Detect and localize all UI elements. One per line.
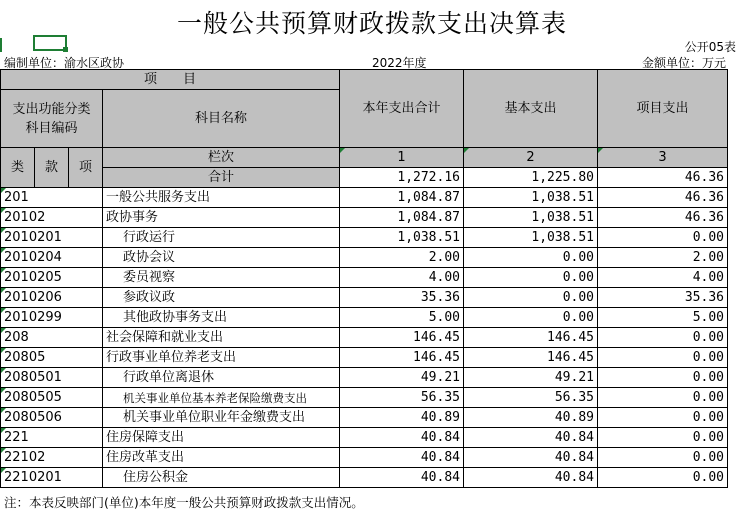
project-value[interactable]: 0.00 bbox=[598, 428, 728, 448]
function-code[interactable]: 2010205 bbox=[1, 268, 103, 288]
table-row bbox=[1, 228, 728, 248]
subject-name[interactable]: 住房改革支出 bbox=[103, 448, 340, 468]
project-value[interactable]: 0.00 bbox=[598, 408, 728, 428]
project-value[interactable]: 0.00 bbox=[598, 228, 728, 248]
function-code[interactable]: 208 bbox=[1, 328, 103, 348]
function-code[interactable]: 2010299 bbox=[1, 308, 103, 328]
table-row bbox=[1, 428, 728, 448]
form-number: 公开05表 bbox=[684, 40, 736, 54]
subject-name[interactable]: 机关事业单位职业年金缴费支出 bbox=[103, 408, 340, 428]
function-code[interactable]: 20805 bbox=[1, 348, 103, 368]
total-value[interactable]: 2.00 bbox=[340, 248, 464, 268]
col-number-3: 3 bbox=[598, 148, 728, 168]
table-row bbox=[1, 248, 728, 268]
header-project: 项目支出 bbox=[598, 70, 728, 148]
total-value[interactable]: 40.84 bbox=[340, 468, 464, 488]
table-row bbox=[1, 308, 728, 328]
table-row bbox=[1, 408, 728, 428]
sum-basic[interactable]: 1,225.80 bbox=[464, 168, 598, 188]
project-value[interactable]: 46.36 bbox=[598, 188, 728, 208]
table-row bbox=[1, 368, 728, 388]
total-value[interactable]: 40.84 bbox=[340, 448, 464, 468]
project-value[interactable]: 46.36 bbox=[598, 208, 728, 228]
basic-value[interactable]: 40.84 bbox=[464, 448, 598, 468]
total-value[interactable]: 4.00 bbox=[340, 268, 464, 288]
function-code[interactable]: 2080501 bbox=[1, 368, 103, 388]
subject-name[interactable]: 住房公积金 bbox=[103, 468, 340, 488]
basic-value[interactable]: 146.45 bbox=[464, 328, 598, 348]
fill-handle[interactable] bbox=[63, 47, 68, 52]
function-code[interactable]: 22102 bbox=[1, 448, 103, 468]
basic-value[interactable]: 0.00 bbox=[464, 268, 598, 288]
subject-name[interactable]: 一般公共服务支出 bbox=[103, 188, 340, 208]
table-row bbox=[1, 268, 728, 288]
total-value[interactable]: 5.00 bbox=[340, 308, 464, 328]
footnote: 注：本表反映部门(单位)本年度一般公共预算财政拨款支出情况。 bbox=[4, 495, 364, 510]
subject-name[interactable]: 机关事业单位基本养老保险缴费支出 bbox=[103, 388, 340, 408]
project-value[interactable]: 35.36 bbox=[598, 288, 728, 308]
subject-name[interactable]: 政协会议 bbox=[103, 248, 340, 268]
total-value[interactable]: 49.21 bbox=[340, 368, 464, 388]
basic-value[interactable]: 40.84 bbox=[464, 428, 598, 448]
basic-value[interactable]: 1,038.51 bbox=[464, 208, 598, 228]
project-value[interactable]: 5.00 bbox=[598, 308, 728, 328]
total-value[interactable]: 1,038.51 bbox=[340, 228, 464, 248]
expenditure-table bbox=[0, 69, 728, 488]
total-value[interactable]: 1,084.87 bbox=[340, 208, 464, 228]
table-row bbox=[1, 188, 728, 208]
header-row-no: 栏次 bbox=[103, 148, 340, 168]
table-row bbox=[1, 328, 728, 348]
subject-name[interactable]: 行政事业单位养老支出 bbox=[103, 348, 340, 368]
header-total: 本年支出合计 bbox=[340, 70, 464, 148]
project-value[interactable]: 0.00 bbox=[598, 468, 728, 488]
function-code[interactable]: 2010201 bbox=[1, 228, 103, 248]
basic-value[interactable]: 0.00 bbox=[464, 248, 598, 268]
table-row bbox=[1, 388, 728, 408]
currency-unit: 金额单位：万元 bbox=[641, 56, 726, 70]
table-row bbox=[1, 288, 728, 308]
function-code[interactable]: 2080506 bbox=[1, 408, 103, 428]
project-value[interactable]: 0.00 bbox=[598, 348, 728, 368]
header-basic: 基本支出 bbox=[464, 70, 598, 148]
header-lei: 类 bbox=[1, 148, 35, 188]
function-code[interactable]: 2010206 bbox=[1, 288, 103, 308]
header-item: 项 目 bbox=[1, 70, 340, 90]
table-row bbox=[1, 208, 728, 228]
col-number-2: 2 bbox=[464, 148, 598, 168]
sum-label: 合计 bbox=[103, 168, 340, 188]
function-code[interactable]: 201 bbox=[1, 188, 103, 208]
row-marker bbox=[0, 38, 2, 52]
total-value[interactable]: 56.35 bbox=[340, 388, 464, 408]
selected-cell[interactable] bbox=[33, 35, 67, 51]
subject-name[interactable]: 行政单位离退休 bbox=[103, 368, 340, 388]
function-code[interactable]: 2210201 bbox=[1, 468, 103, 488]
basic-value[interactable]: 49.21 bbox=[464, 368, 598, 388]
header-xiang: 项 bbox=[69, 148, 103, 188]
function-code[interactable]: 20102 bbox=[1, 208, 103, 228]
function-code[interactable]: 2010204 bbox=[1, 248, 103, 268]
project-value[interactable]: 0.00 bbox=[598, 328, 728, 348]
subject-name[interactable]: 住房保障支出 bbox=[103, 428, 340, 448]
basic-value[interactable]: 1,038.51 bbox=[464, 228, 598, 248]
total-value[interactable]: 146.45 bbox=[340, 348, 464, 368]
header-kuan: 款 bbox=[35, 148, 69, 188]
table-row bbox=[1, 468, 728, 488]
basic-value[interactable]: 0.00 bbox=[464, 308, 598, 328]
header-func-code: 支出功能分类 科目编码 bbox=[1, 90, 103, 148]
compiling-unit: 编制单位：渝水区政协 bbox=[4, 56, 125, 70]
basic-value[interactable]: 146.45 bbox=[464, 348, 598, 368]
sum-project[interactable]: 46.36 bbox=[598, 168, 728, 188]
project-value[interactable]: 2.00 bbox=[598, 248, 728, 268]
basic-value[interactable]: 40.84 bbox=[464, 468, 598, 488]
project-value[interactable]: 0.00 bbox=[598, 448, 728, 468]
basic-value[interactable]: 40.89 bbox=[464, 408, 598, 428]
header-subject-name: 科目名称 bbox=[103, 90, 340, 148]
total-value[interactable]: 40.84 bbox=[340, 428, 464, 448]
basic-value[interactable]: 1,038.51 bbox=[464, 188, 598, 208]
function-code[interactable]: 2080505 bbox=[1, 388, 103, 408]
subject-name[interactable]: 其他政协事务支出 bbox=[103, 308, 340, 328]
fiscal-year: 2022年度 bbox=[372, 56, 427, 70]
report-title: 一般公共预算财政拨款支出决算表 bbox=[176, 9, 567, 38]
basic-value[interactable]: 0.00 bbox=[464, 288, 598, 308]
subject-name[interactable]: 政协事务 bbox=[103, 208, 340, 228]
table-row bbox=[1, 348, 728, 368]
total-value[interactable]: 40.89 bbox=[340, 408, 464, 428]
col-number-1: 1 bbox=[340, 148, 464, 168]
project-value[interactable]: 0.00 bbox=[598, 388, 728, 408]
function-code[interactable]: 221 bbox=[1, 428, 103, 448]
subject-name[interactable]: 社会保障和就业支出 bbox=[103, 328, 340, 348]
sum-total[interactable]: 1,272.16 bbox=[340, 168, 464, 188]
project-value[interactable]: 4.00 bbox=[598, 268, 728, 288]
total-value[interactable]: 146.45 bbox=[340, 328, 464, 348]
subject-name[interactable]: 参政议政 bbox=[103, 288, 340, 308]
basic-value[interactable]: 56.35 bbox=[464, 388, 598, 408]
project-value[interactable]: 0.00 bbox=[598, 368, 728, 388]
total-value[interactable]: 35.36 bbox=[340, 288, 464, 308]
table-row bbox=[1, 448, 728, 468]
total-value[interactable]: 1,084.87 bbox=[340, 188, 464, 208]
subject-name[interactable]: 委员视察 bbox=[103, 268, 340, 288]
subject-name[interactable]: 行政运行 bbox=[103, 228, 340, 248]
